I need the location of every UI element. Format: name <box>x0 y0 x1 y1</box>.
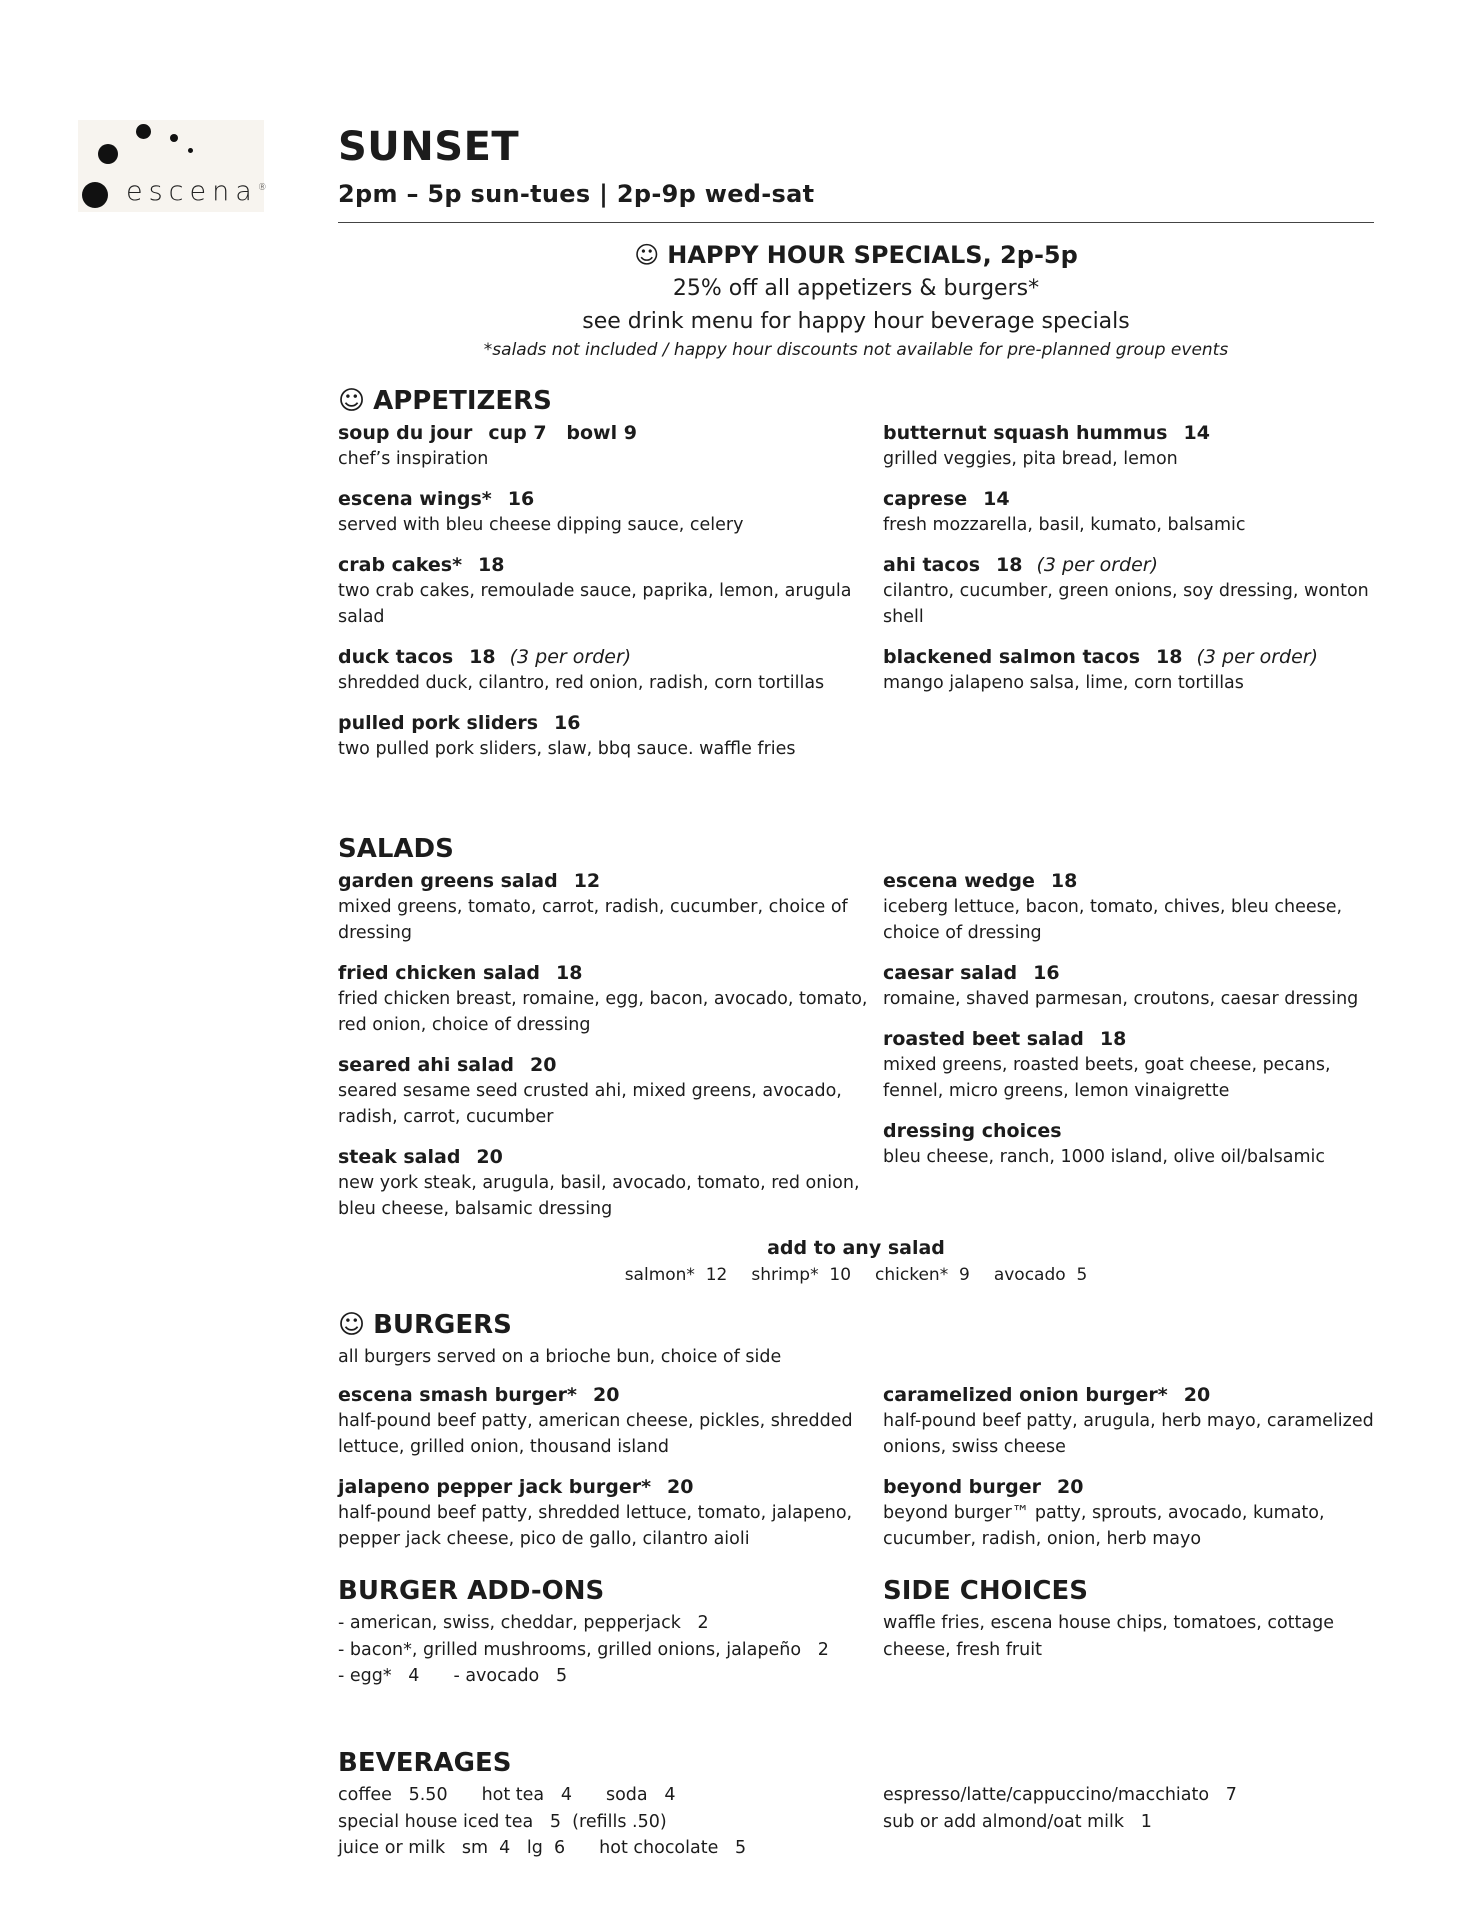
menu-item: caesar salad 16 romaine, shaved parmesan, croutons, caesar dressing <box>883 962 1359 1009</box>
happy-hour-note: *salads not included / happy hour discounts not available for pre-planned group events <box>483 340 1229 360</box>
happy-hour-drinks: see drink menu for happy hour beverage specials <box>582 309 1130 334</box>
side-choices <box>883 1574 1388 1690</box>
menu-item: jalapeno pepper jack burger* 20 half-pound beef patty, shredded lettuce, tomato, jalapeno, pepper jack cheese, pico de gallo, cilantro aioli <box>338 1476 853 1549</box>
logo-wordmark: escena® <box>126 176 267 207</box>
burgers-title: ☺ BURGERS <box>338 1310 512 1340</box>
menu-item: pulled pork sliders 16 two pulled pork sliders, slaw, bbq sauce. waffle fries <box>338 712 796 759</box>
menu-item: escena wings* 16 served with bleu cheese dipping sauce, celery <box>338 488 744 535</box>
logo-dot <box>136 124 151 139</box>
beverage-line: juice or milk sm 4 lg 6 hot chocolate 5 <box>338 1838 747 1858</box>
menu-item: escena smash burger* 20 half-pound beef patty, american cheese, pickles, shredded lettuce, grilled onion, thousand island <box>338 1384 853 1457</box>
beverage-line: sub or add almond/oat milk 1 <box>883 1811 1152 1832</box>
menu-item: dressing choices bleu cheese, ranch, 1000 island, olive oil/balsamic <box>883 1120 1325 1167</box>
logo-dot <box>98 144 118 164</box>
menu-item: caramelized onion burger* 20 half-pound beef patty, arugula, herb mayo, caramelized onions, swiss cheese <box>883 1384 1374 1457</box>
menu-item: fried chicken salad 18 fried chicken breast, romaine, egg, bacon, avocado, tomato, red onion, choice of dressing <box>338 962 868 1035</box>
menu-item: escena wedge 18 iceberg lettuce, bacon, tomato, chives, bleu cheese, choice of dressing <box>883 870 1343 943</box>
beverages-left-column <box>338 1782 883 1862</box>
menu-item: garden greens salad 12 mixed greens, tomato, carrot, radish, cucumber, choice of dressing <box>338 870 848 943</box>
smiley-icon: ☺ <box>338 386 366 416</box>
salad-addons-title: add to any salad <box>767 1237 945 1259</box>
menu-item: butternut squash hummus 14 grilled veggies, pita bread, lemon <box>883 422 1210 469</box>
addon-line: - bacon*, grilled mushrooms, grilled onions, jalapeño 2 <box>338 1639 829 1660</box>
burger-addons-title: BURGER ADD-ONS <box>338 1576 605 1606</box>
page-title: SUNSET <box>338 124 520 170</box>
menu-item: crab cakes* 18 two crab cakes, remoulade sauce, paprika, lemon, arugula salad <box>338 554 852 627</box>
menu-item: seared ahi salad 20 seared sesame seed crusted ahi, mixed greens, avocado, radish, carrot, cucumber <box>338 1054 842 1127</box>
beverage-line: espresso/latte/cappuccino/macchiato 7 <box>883 1785 1237 1805</box>
hours: 2pm – 5p sun-tues | 2p-9p wed-sat <box>338 180 815 208</box>
burgers-left-column <box>338 1382 883 1566</box>
appetizers-right-column <box>883 420 1388 776</box>
beverages-title: BEVERAGES <box>338 1748 512 1778</box>
beverages-right-column <box>883 1782 1388 1862</box>
menu-item: blackened salmon tacos 18 (3 per order) mango jalapeno salsa, lime, corn tortillas <box>883 646 1319 693</box>
addon-line: - american, swiss, cheddar, pepperjack 2 <box>338 1613 709 1633</box>
beverages-section <box>338 1746 1388 1862</box>
salads-left-column <box>338 868 883 1236</box>
logo-dot <box>170 134 178 142</box>
logo-dot <box>188 148 193 153</box>
menu-item: duck tacos 18 (3 per order) shredded duck, cilantro, red onion, radish, corn tortillas <box>338 646 825 693</box>
addon-line: - egg* 4 - avocado 5 <box>338 1666 568 1686</box>
burger-addons <box>338 1574 883 1690</box>
beverage-line: special house iced tea 5 (refills .50) <box>338 1811 667 1832</box>
side-choices-text: waffle fries, escena house chips, tomatoes, cottage cheese, fresh fruit <box>883 1613 1334 1660</box>
menu-item: steak salad 20 new york steak, arugula, basil, avocado, tomato, red onion, bleu cheese, balsamic dressing <box>338 1146 860 1219</box>
burgers-right-column <box>883 1382 1388 1566</box>
beverage-line: coffee 5.50 hot tea 4 soda 4 <box>338 1785 676 1805</box>
header-divider <box>338 222 1374 223</box>
burgers-section <box>338 1308 1388 1566</box>
smiley-icon: ☺ <box>634 241 660 269</box>
menu-item: ahi tacos 18 (3 per order) cilantro, cucumber, green onions, soy dressing, wonton shell <box>883 554 1369 627</box>
appetizers-left-column <box>338 420 883 776</box>
logo-dot <box>82 182 108 208</box>
menu-item: caprese 14 fresh mozzarella, basil, kumato, balsamic <box>883 488 1246 535</box>
happy-hour-title: ☺ HAPPY HOUR SPECIALS, 2p-5p <box>634 241 1078 269</box>
happy-hour-discount: 25% off all appetizers & burgers* <box>672 276 1040 301</box>
menu-item: roasted beet salad 18 mixed greens, roasted beets, goat cheese, pecans, fennel, micro greens, lemon vinaigrette <box>883 1028 1331 1101</box>
salads-title: SALADS <box>338 834 454 864</box>
salad-addons <box>338 1234 1374 1288</box>
salad-addons-list: salmon* 12 shrimp* 10 chicken* 9 avocado 5 <box>624 1265 1088 1285</box>
salads-section <box>338 832 1388 1236</box>
appetizers-title: ☺ APPETIZERS <box>338 386 552 416</box>
escena-logo <box>78 120 267 212</box>
menu-item: beyond burger 20 beyond burger™ patty, sprouts, avocado, kumato, cucumber, radish, onion, herb mayo <box>883 1476 1325 1549</box>
menu-item: soup du jour cup 7 bowl 9 chef’s inspiration <box>338 422 637 469</box>
addons-sides-section <box>338 1574 1388 1690</box>
side-choices-title: SIDE CHOICES <box>883 1576 1088 1606</box>
salads-right-column <box>883 868 1388 1236</box>
smiley-icon: ☺ <box>338 1310 366 1340</box>
burgers-subtitle: all burgers served on a brioche bun, choice of side <box>338 1347 782 1367</box>
appetizers-section <box>338 384 1388 776</box>
happy-hour-block <box>338 238 1374 362</box>
